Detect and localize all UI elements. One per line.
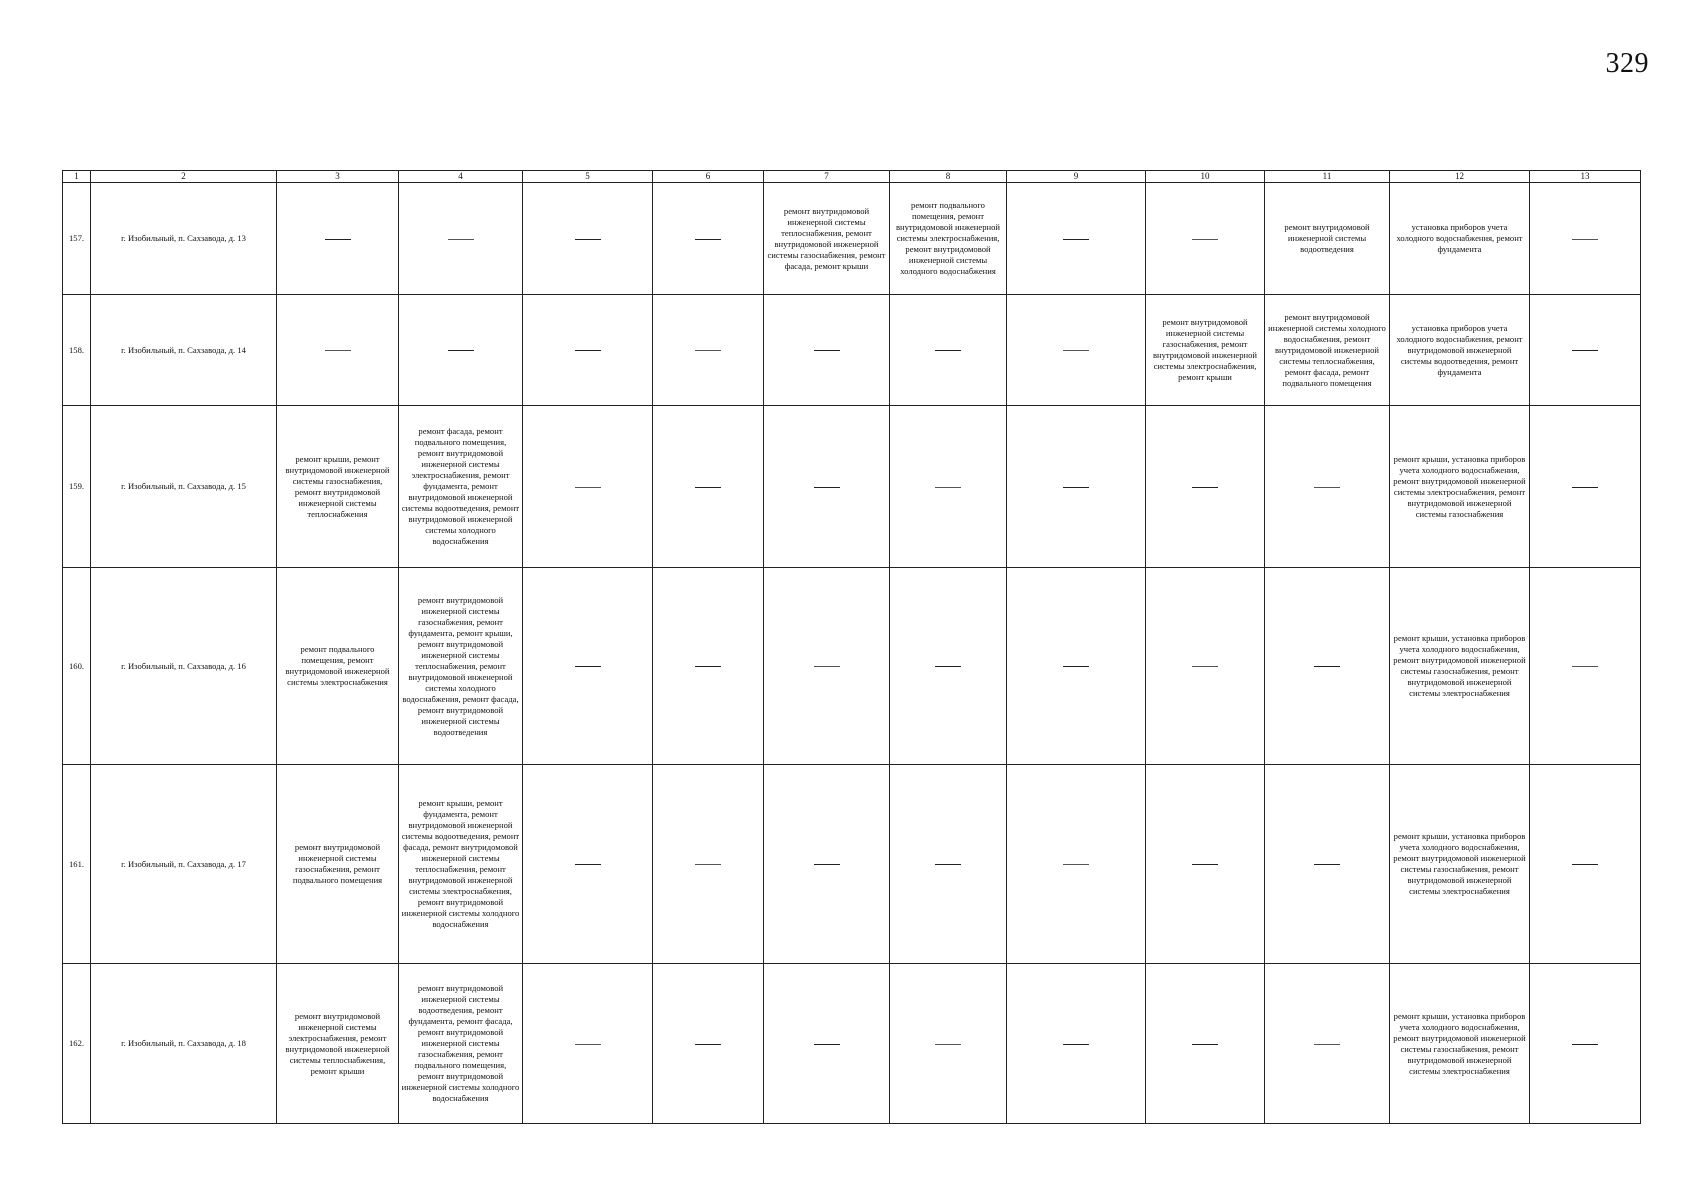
address-cell: г. Изобильный, п. Сахзавода, д. 17 (91, 765, 277, 964)
empty-cell (890, 295, 1007, 406)
dash-mark (448, 350, 474, 351)
work-description-cell: ремонт крыши, установка приборов учета холодного водоснабжения, ремонт внутридомовой инженерной системы газоснабжения, ремонт внутридомовой инженерной системы электроснабжения (1390, 765, 1530, 964)
work-description-cell: ремонт крыши, ремонт фундамента, ремонт внутридомовой инженерной системы водоотведения, ремонт фасада, ремонт внутридомовой инженерной системы теплоснабжения, ремонт внутридомовой инженерной системы электроснабжения, ремонт внутридомовой инженерной системы холодного водоснабжения (399, 765, 523, 964)
work-description-cell: ремонт внутридомовой инженерной системы газоснабжения, ремонт внутридомовой инженерной системы электроснабжения, ремонт крыши (1146, 295, 1265, 406)
column-header: 3 (277, 171, 399, 183)
empty-cell (1265, 765, 1390, 964)
row-number: 160. (63, 568, 91, 765)
empty-cell (764, 765, 890, 964)
row-number: 161. (63, 765, 91, 964)
row-number: 162. (63, 964, 91, 1124)
empty-cell (1146, 964, 1265, 1124)
column-header: 7 (764, 171, 890, 183)
work-description-cell: ремонт крыши, ремонт внутридомовой инженерной системы газоснабжения, ремонт внутридомовой инженерной системы теплоснабжения (277, 406, 399, 568)
row-number: 158. (63, 295, 91, 406)
work-description-cell: ремонт внутридомовой инженерной системы газоснабжения, ремонт подвального помещения (277, 765, 399, 964)
dash-mark (814, 1044, 840, 1045)
empty-cell (1265, 406, 1390, 568)
dash-mark (695, 864, 721, 865)
empty-cell (653, 568, 764, 765)
column-header: 1 (63, 171, 91, 183)
address-cell: г. Изобильный, п. Сахзавода, д. 18 (91, 964, 277, 1124)
table-row (63, 568, 1641, 765)
empty-cell (764, 964, 890, 1124)
dash-mark (1192, 864, 1218, 865)
address-cell: г. Изобильный, п. Сахзавода, д. 15 (91, 406, 277, 568)
dash-mark (1572, 1044, 1598, 1045)
dash-mark (935, 487, 961, 488)
dash-mark (695, 1044, 721, 1045)
work-description-cell: ремонт крыши, установка приборов учета холодного водоснабжения, ремонт внутридомовой инженерной системы газоснабжения, ремонт внутридомовой инженерной системы электроснабжения (1390, 964, 1530, 1124)
dash-mark (1063, 350, 1089, 351)
dash-mark (935, 666, 961, 667)
dash-mark (814, 487, 840, 488)
table-row (63, 765, 1641, 964)
empty-cell (764, 568, 890, 765)
empty-cell (1146, 183, 1265, 295)
empty-cell (523, 295, 653, 406)
table-row (63, 295, 1641, 406)
dash-mark (325, 239, 351, 240)
dash-mark (1063, 864, 1089, 865)
empty-cell (523, 964, 653, 1124)
table-row (63, 964, 1641, 1124)
work-description-cell: ремонт фасада, ремонт подвального помещения, ремонт внутридомовой инженерной системы электроснабжения, ремонт фундамента, ремонт внутридомовой инженерной системы водоотведения, ремонт внутридомовой инженерной системы холодного водоснабжения (399, 406, 523, 568)
empty-cell (523, 406, 653, 568)
empty-cell (277, 295, 399, 406)
empty-cell (1007, 295, 1146, 406)
dash-mark (814, 666, 840, 667)
table-row (63, 183, 1641, 295)
empty-cell (1007, 568, 1146, 765)
work-description-cell: установка приборов учета холодного водоснабжения, ремонт внутридомовой инженерной системы водоотведения, ремонт фундамента (1390, 295, 1530, 406)
dash-mark (935, 1044, 961, 1045)
empty-cell (1146, 406, 1265, 568)
empty-cell (1146, 568, 1265, 765)
dash-mark (575, 487, 601, 488)
empty-cell (1530, 765, 1641, 964)
row-number: 159. (63, 406, 91, 568)
work-description-cell: установка приборов учета холодного водоснабжения, ремонт фундамента (1390, 183, 1530, 295)
dash-mark (575, 666, 601, 667)
work-description-cell: ремонт внутридомовой инженерной системы водоотведения (1265, 183, 1390, 295)
dash-mark (1192, 1044, 1218, 1045)
dash-mark (814, 864, 840, 865)
empty-cell (523, 765, 653, 964)
dash-mark (1572, 864, 1598, 865)
work-description-cell: ремонт подвального помещения, ремонт внутридомовой инженерной системы электроснабжения, ремонт внутридомовой инженерной системы холодного водоснабжения (890, 183, 1007, 295)
empty-cell (1007, 406, 1146, 568)
column-header: 6 (653, 171, 764, 183)
work-description-cell: ремонт внутридомовой инженерной системы газоснабжения, ремонт фундамента, ремонт крыши, ремонт внутридомовой инженерной системы теплоснабжения, ремонт внутридомовой инженерной системы холодного водоснабжения, ремонт фасада, ремонт внутридомовой инженерной системы водоотведения (399, 568, 523, 765)
empty-cell (277, 183, 399, 295)
empty-cell (1530, 964, 1641, 1124)
dash-mark (1314, 666, 1340, 667)
dash-mark (1314, 1044, 1340, 1045)
empty-cell (890, 568, 1007, 765)
empty-cell (1265, 568, 1390, 765)
column-header: 9 (1007, 171, 1146, 183)
repair-schedule-table (62, 170, 1641, 1124)
dash-mark (814, 350, 840, 351)
dash-mark (1063, 239, 1089, 240)
column-header: 4 (399, 171, 523, 183)
dash-mark (575, 1044, 601, 1045)
dash-mark (1192, 239, 1218, 240)
column-number-header-row (63, 171, 1641, 183)
dash-mark (1192, 666, 1218, 667)
empty-cell (1530, 406, 1641, 568)
dash-mark (1192, 487, 1218, 488)
dash-mark (1314, 864, 1340, 865)
empty-cell (764, 295, 890, 406)
address-cell: г. Изобильный, п. Сахзавода, д. 13 (91, 183, 277, 295)
work-description-cell: ремонт подвального помещения, ремонт внутридомовой инженерной системы электроснабжения (277, 568, 399, 765)
column-header: 11 (1265, 171, 1390, 183)
page-number: 329 (1605, 48, 1649, 79)
work-description-cell: ремонт крыши, установка приборов учета холодного водоснабжения, ремонт внутридомовой инженерной системы газоснабжения, ремонт внутридомовой инженерной системы электроснабжения (1390, 568, 1530, 765)
empty-cell (523, 183, 653, 295)
empty-cell (1265, 964, 1390, 1124)
dash-mark (1063, 1044, 1089, 1045)
column-header: 5 (523, 171, 653, 183)
dash-mark (935, 864, 961, 865)
address-cell: г. Изобильный, п. Сахзавода, д. 16 (91, 568, 277, 765)
work-description-cell: ремонт внутридомовой инженерной системы теплоснабжения, ремонт внутридомовой инженерной системы газоснабжения, ремонт фасада, ремонт крыши (764, 183, 890, 295)
dash-mark (575, 350, 601, 351)
dash-mark (695, 666, 721, 667)
column-header: 8 (890, 171, 1007, 183)
dash-mark (695, 350, 721, 351)
work-description-cell: ремонт внутридомовой инженерной системы электроснабжения, ремонт внутридомовой инженерной системы теплоснабжения, ремонт крыши (277, 964, 399, 1124)
work-description-cell: ремонт крыши, установка приборов учета холодного водоснабжения, ремонт внутридомовой инженерной системы электроснабжения, ремонт внутридомовой инженерной системы газоснабжения (1390, 406, 1530, 568)
dash-mark (695, 239, 721, 240)
empty-cell (1530, 183, 1641, 295)
dash-mark (935, 350, 961, 351)
empty-cell (1530, 568, 1641, 765)
empty-cell (1007, 964, 1146, 1124)
dash-mark (1572, 666, 1598, 667)
empty-cell (890, 964, 1007, 1124)
dash-mark (575, 864, 601, 865)
dash-mark (448, 239, 474, 240)
dash-mark (1572, 350, 1598, 351)
empty-cell (399, 183, 523, 295)
work-description-cell: ремонт внутридомовой инженерной системы водоотведения, ремонт фундамента, ремонт фасада, ремонт внутридомовой инженерной системы газоснабжения, ремонт подвального помещения, ремонт внутридомовой инженерной системы холодного водоснабжения (399, 964, 523, 1124)
empty-cell (1146, 765, 1265, 964)
empty-cell (1007, 765, 1146, 964)
empty-cell (653, 765, 764, 964)
dash-mark (1314, 487, 1340, 488)
dash-mark (695, 487, 721, 488)
dash-mark (1572, 487, 1598, 488)
empty-cell (764, 406, 890, 568)
work-description-cell: ремонт внутридомовой инженерной системы холодного водоснабжения, ремонт внутридомовой инженерной системы теплоснабжения, ремонт фасада, ремонт подвального помещения (1265, 295, 1390, 406)
table-row (63, 406, 1641, 568)
empty-cell (653, 964, 764, 1124)
column-header: 13 (1530, 171, 1641, 183)
empty-cell (523, 568, 653, 765)
row-number: 157. (63, 183, 91, 295)
empty-cell (399, 295, 523, 406)
dash-mark (1063, 666, 1089, 667)
empty-cell (653, 406, 764, 568)
dash-mark (1063, 487, 1089, 488)
empty-cell (653, 183, 764, 295)
column-header: 10 (1146, 171, 1265, 183)
empty-cell (890, 406, 1007, 568)
column-header: 12 (1390, 171, 1530, 183)
column-header: 2 (91, 171, 277, 183)
empty-cell (653, 295, 764, 406)
empty-cell (1530, 295, 1641, 406)
empty-cell (890, 765, 1007, 964)
empty-cell (1007, 183, 1146, 295)
dash-mark (575, 239, 601, 240)
dash-mark (325, 350, 351, 351)
address-cell: г. Изобильный, п. Сахзавода, д. 14 (91, 295, 277, 406)
dash-mark (1572, 239, 1598, 240)
